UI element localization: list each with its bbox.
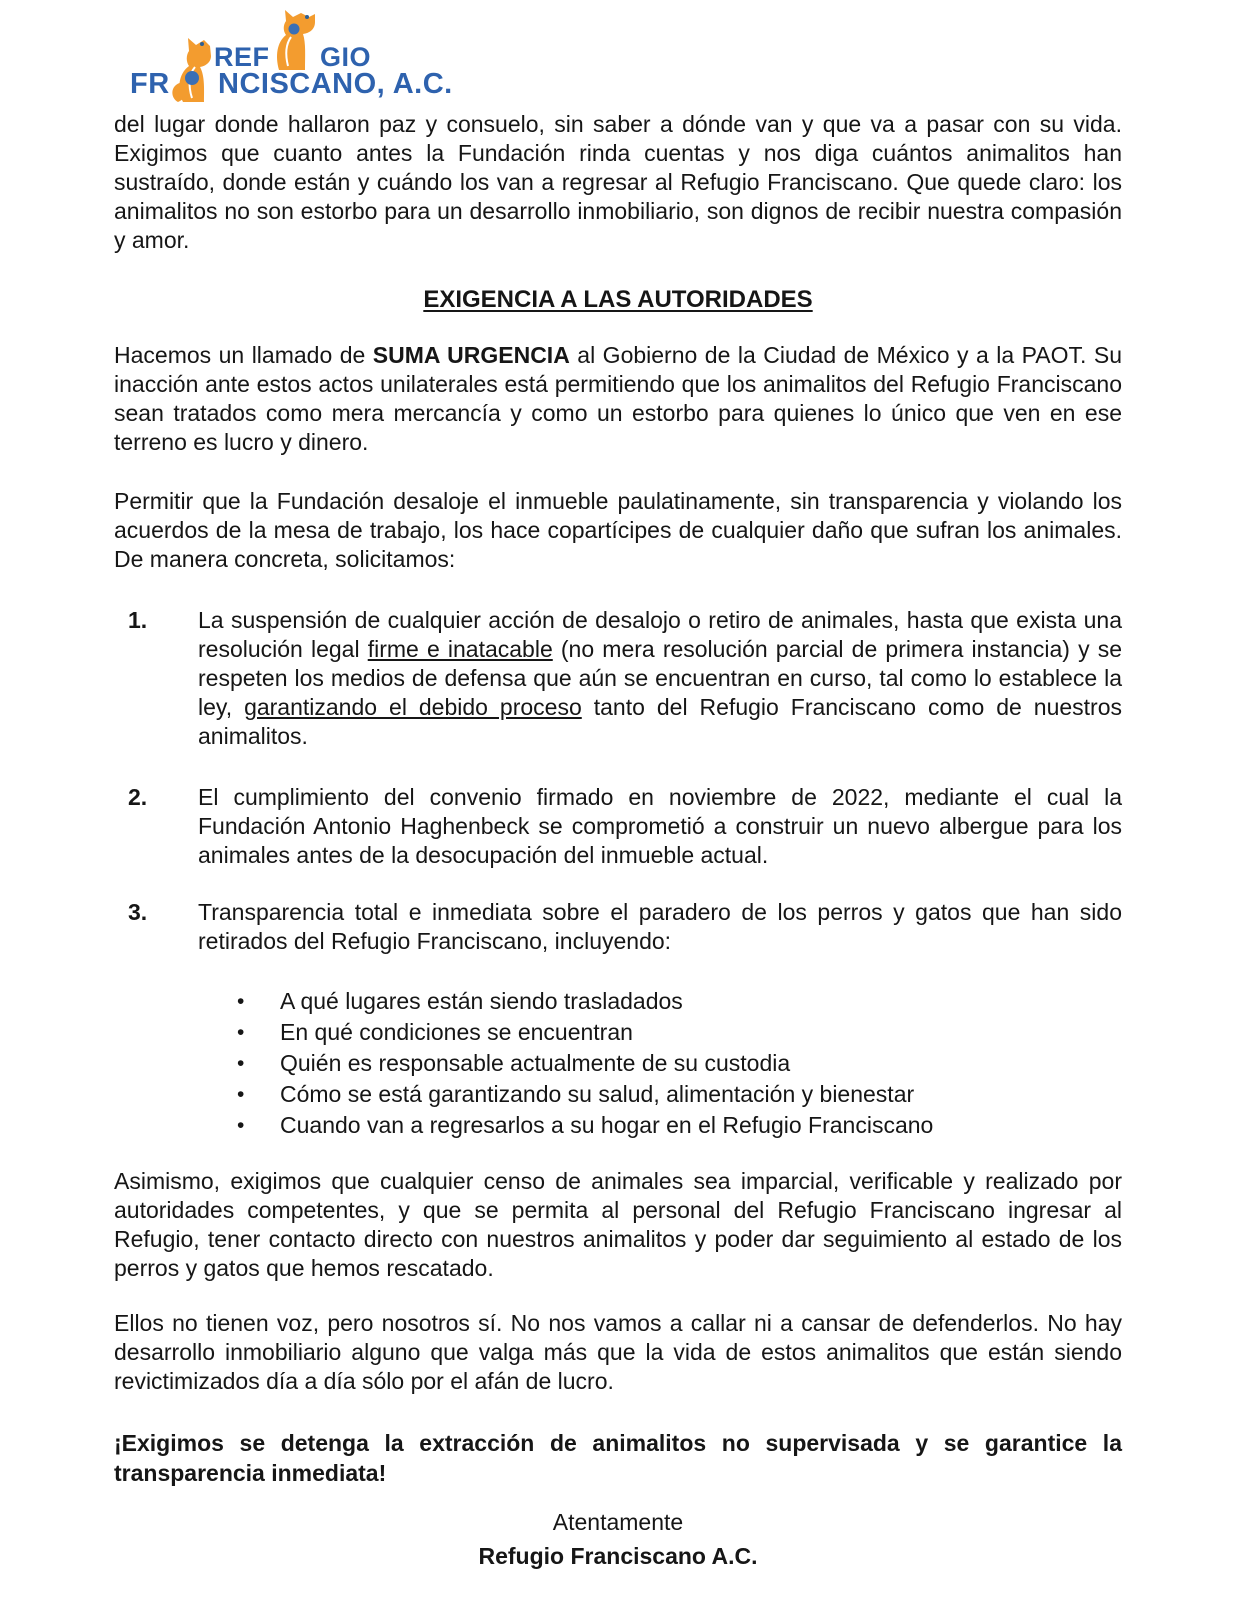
item-text: Transparencia total e inmediata sobre el paradero de los perros y gatos que han sido retirados del Refugio Franciscano, incluyendo: (198, 899, 1122, 954)
item-number: 3. (128, 899, 148, 925)
paragraph-asimismo: Asimismo, exigimos que cualquier censo de animales sea imparcial, verificable y realizado por autoridades competentes, y que se permita al personal del Refugio Franciscano ingresar al Refugio, tener contacto directo con nuestros animalitos y poder dar seguimiento al estado de los perros y gatos que hemos rescatado. (114, 1168, 1122, 1281)
bullet-marker-icon: • (237, 990, 245, 1013)
item-number: 2. (128, 784, 148, 810)
section-heading: EXIGENCIA A LAS AUTORIDADES (423, 286, 813, 313)
bullet-marker-icon: • (237, 1083, 245, 1106)
item-number: 1. (128, 607, 148, 633)
bullet-text: Quién es responsable actualmente de su custodia (280, 1050, 791, 1076)
bullet-marker-icon: • (237, 1114, 245, 1137)
bullet-text: Cuando van a regresarlos a su hogar en el Refugio Franciscano (280, 1112, 934, 1138)
closing-atentamente: Atentamente (552, 1509, 684, 1535)
numbered-item-2 (114, 783, 1122, 870)
closing-signature: Refugio Franciscano A.C. (478, 1543, 758, 1569)
paragraph-permitir: Permitir que la Fundación desaloje el inmueble paulatinamente, sin transparencia y violando los acuerdos de la mesa de trabajo, los hace copartícipes de cualquier daño que sufran los animales. De manera concreta, solicitamos: (114, 488, 1122, 572)
item-text: El cumplimiento del convenio firmado en noviembre de 2022, mediante el cual la Fundación Antonio Haghenbeck se comprometió a construir un nuevo albergue para los animales antes de la desocupación del inmueble actual. (198, 784, 1122, 868)
cat-icon (170, 32, 218, 102)
paragraph-intro: del lugar donde hallaron paz y consuelo, sin saber a dónde van y que va a pasar con su vida. Exigimos que cuanto antes la Fundación rinda cuentas y nos diga cuántos animalitos han sustraído, donde están y cuándo los van a regresar al Refugio Franciscano. Que quede claro: los animalitos no son estorbo para un desarrollo inmobiliario, son dignos de recibir nuestra compasión y amor. (114, 111, 1122, 253)
item-text: La suspensión de cualquier acción de desalojo o retiro de animales, hasta que exista una resolución legal firme e inatacable (no mera resolución parcial de primera instancia) y se respeten los medios de defensa que aún se encuentran en curso, tal como lo establece la ley, garantizando el debido proceso tanto del Refugio Franciscano como de nuestros animalitos. (198, 607, 1122, 749)
numbered-item-1 (114, 606, 1122, 751)
bullet-item (237, 1017, 1122, 1048)
bullet-item (237, 1048, 1122, 1079)
paragraph-demand: ¡Exigimos se detenga la extracción de animalitos no supervisada y se garantice la transparencia inmediata! (114, 1430, 1122, 1486)
bullet-item (237, 1110, 1122, 1141)
document-body (114, 110, 1122, 1571)
dog-icon (270, 8, 316, 70)
logo-text-fr: FR (130, 68, 170, 100)
bullet-marker-icon: • (237, 1021, 245, 1044)
bullet-item (237, 986, 1122, 1017)
bullet-marker-icon: • (237, 1052, 245, 1075)
paragraph-urgencia: Hacemos un llamado de SUMA URGENCIA al Gobierno de la Ciudad de México y a la PAOT. Su inacción ante estos actos unilaterales está permitiendo que los animalitos del Refugio Franciscano sean tratados como mera mercancía y como un estorbo para quienes lo único que ven en ese terreno es lucro y dinero. (114, 342, 1122, 455)
bullet-item (237, 1079, 1122, 1110)
bullet-text: Cómo se está garantizando su salud, alimentación y bienestar (280, 1081, 915, 1107)
bullet-list (114, 986, 1122, 1141)
bullet-text: A qué lugares están siendo trasladados (280, 988, 683, 1014)
numbered-item-3 (114, 898, 1122, 956)
refugio-franciscano-logo (128, 4, 468, 106)
logo-text-nciscano: NCISCANO, A.C. (218, 68, 453, 100)
paragraph-ellos: Ellos no tienen voz, pero nosotros sí. No nos vamos a callar ni a cansar de defenderlos. No hay desarrollo inmobiliario alguno que valga más que la vida de estos animalitos que están siendo revictimizados día a día sólo por el afán de lucro. (114, 1310, 1122, 1394)
logo-text-ref: REF (214, 42, 270, 72)
bullet-text: En qué condiciones se encuentran (280, 1019, 633, 1045)
logo-text-gio: GIO (320, 42, 372, 72)
